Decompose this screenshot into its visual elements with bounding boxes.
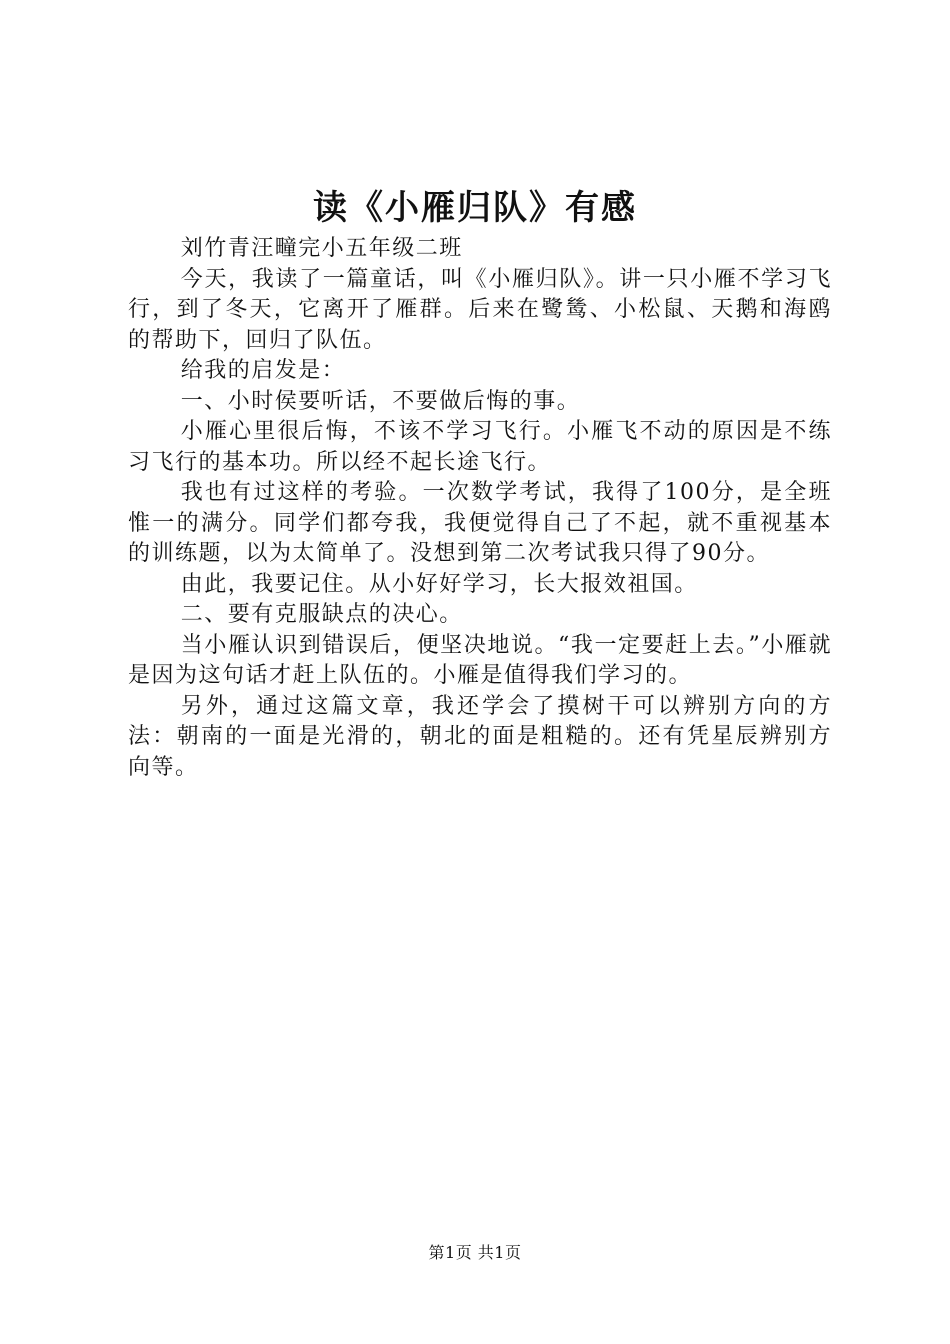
paragraph: 给我的启发是：	[180, 358, 346, 383]
document-body	[128, 234, 832, 783]
paragraph: 当小雁认识到错误后，便坚决地说。“我一定要赶上去。”小雁就是因为这句话才赶上队伍的。小雁是值得我们学习的。	[128, 632, 832, 688]
paragraph: 我也有过这样的考验。一次数学考试，我得了100分，是全班惟一的满分。同学们都夸我，我便觉得自己了不起，就不重视基本的训练题，以为太简单了。没想到第二次考试我只得了90分。	[128, 480, 832, 566]
paragraph: 另外，通过这篇文章，我还学会了摸树干可以辨别方向的方法：朝南的一面是光滑的，朝北的面是粗糙的。还有凭星辰辨别方向等。	[128, 693, 832, 780]
paragraph: 小雁心里很后悔，不该不学习飞行。小雁飞不动的原因是不练习飞行的基本功。所以经不起长途飞行。	[128, 419, 832, 475]
paragraph: 一、小时侯要听话，不要做后悔的事。	[180, 388, 581, 414]
paragraph: 二、要有克服缺点的决心。	[180, 602, 463, 627]
document-title: 读《小雁归队》有感	[313, 188, 637, 228]
paragraph: 今天，我读了一篇童话，叫《小雁归队》。讲一只小雁不学习飞行，到了冬天，它离开了雁群。后来在鹭鸶、小松鼠、天鹅和海鸥的帮助下，回归了队伍。	[128, 266, 832, 353]
page-footer: 第1页 共1页	[428, 1243, 522, 1262]
author-line: 刘竹青汪疃完小五年级二班	[180, 236, 463, 261]
paragraph: 由此，我要记住。从小好好学习，长大报效祖国。	[180, 571, 698, 597]
